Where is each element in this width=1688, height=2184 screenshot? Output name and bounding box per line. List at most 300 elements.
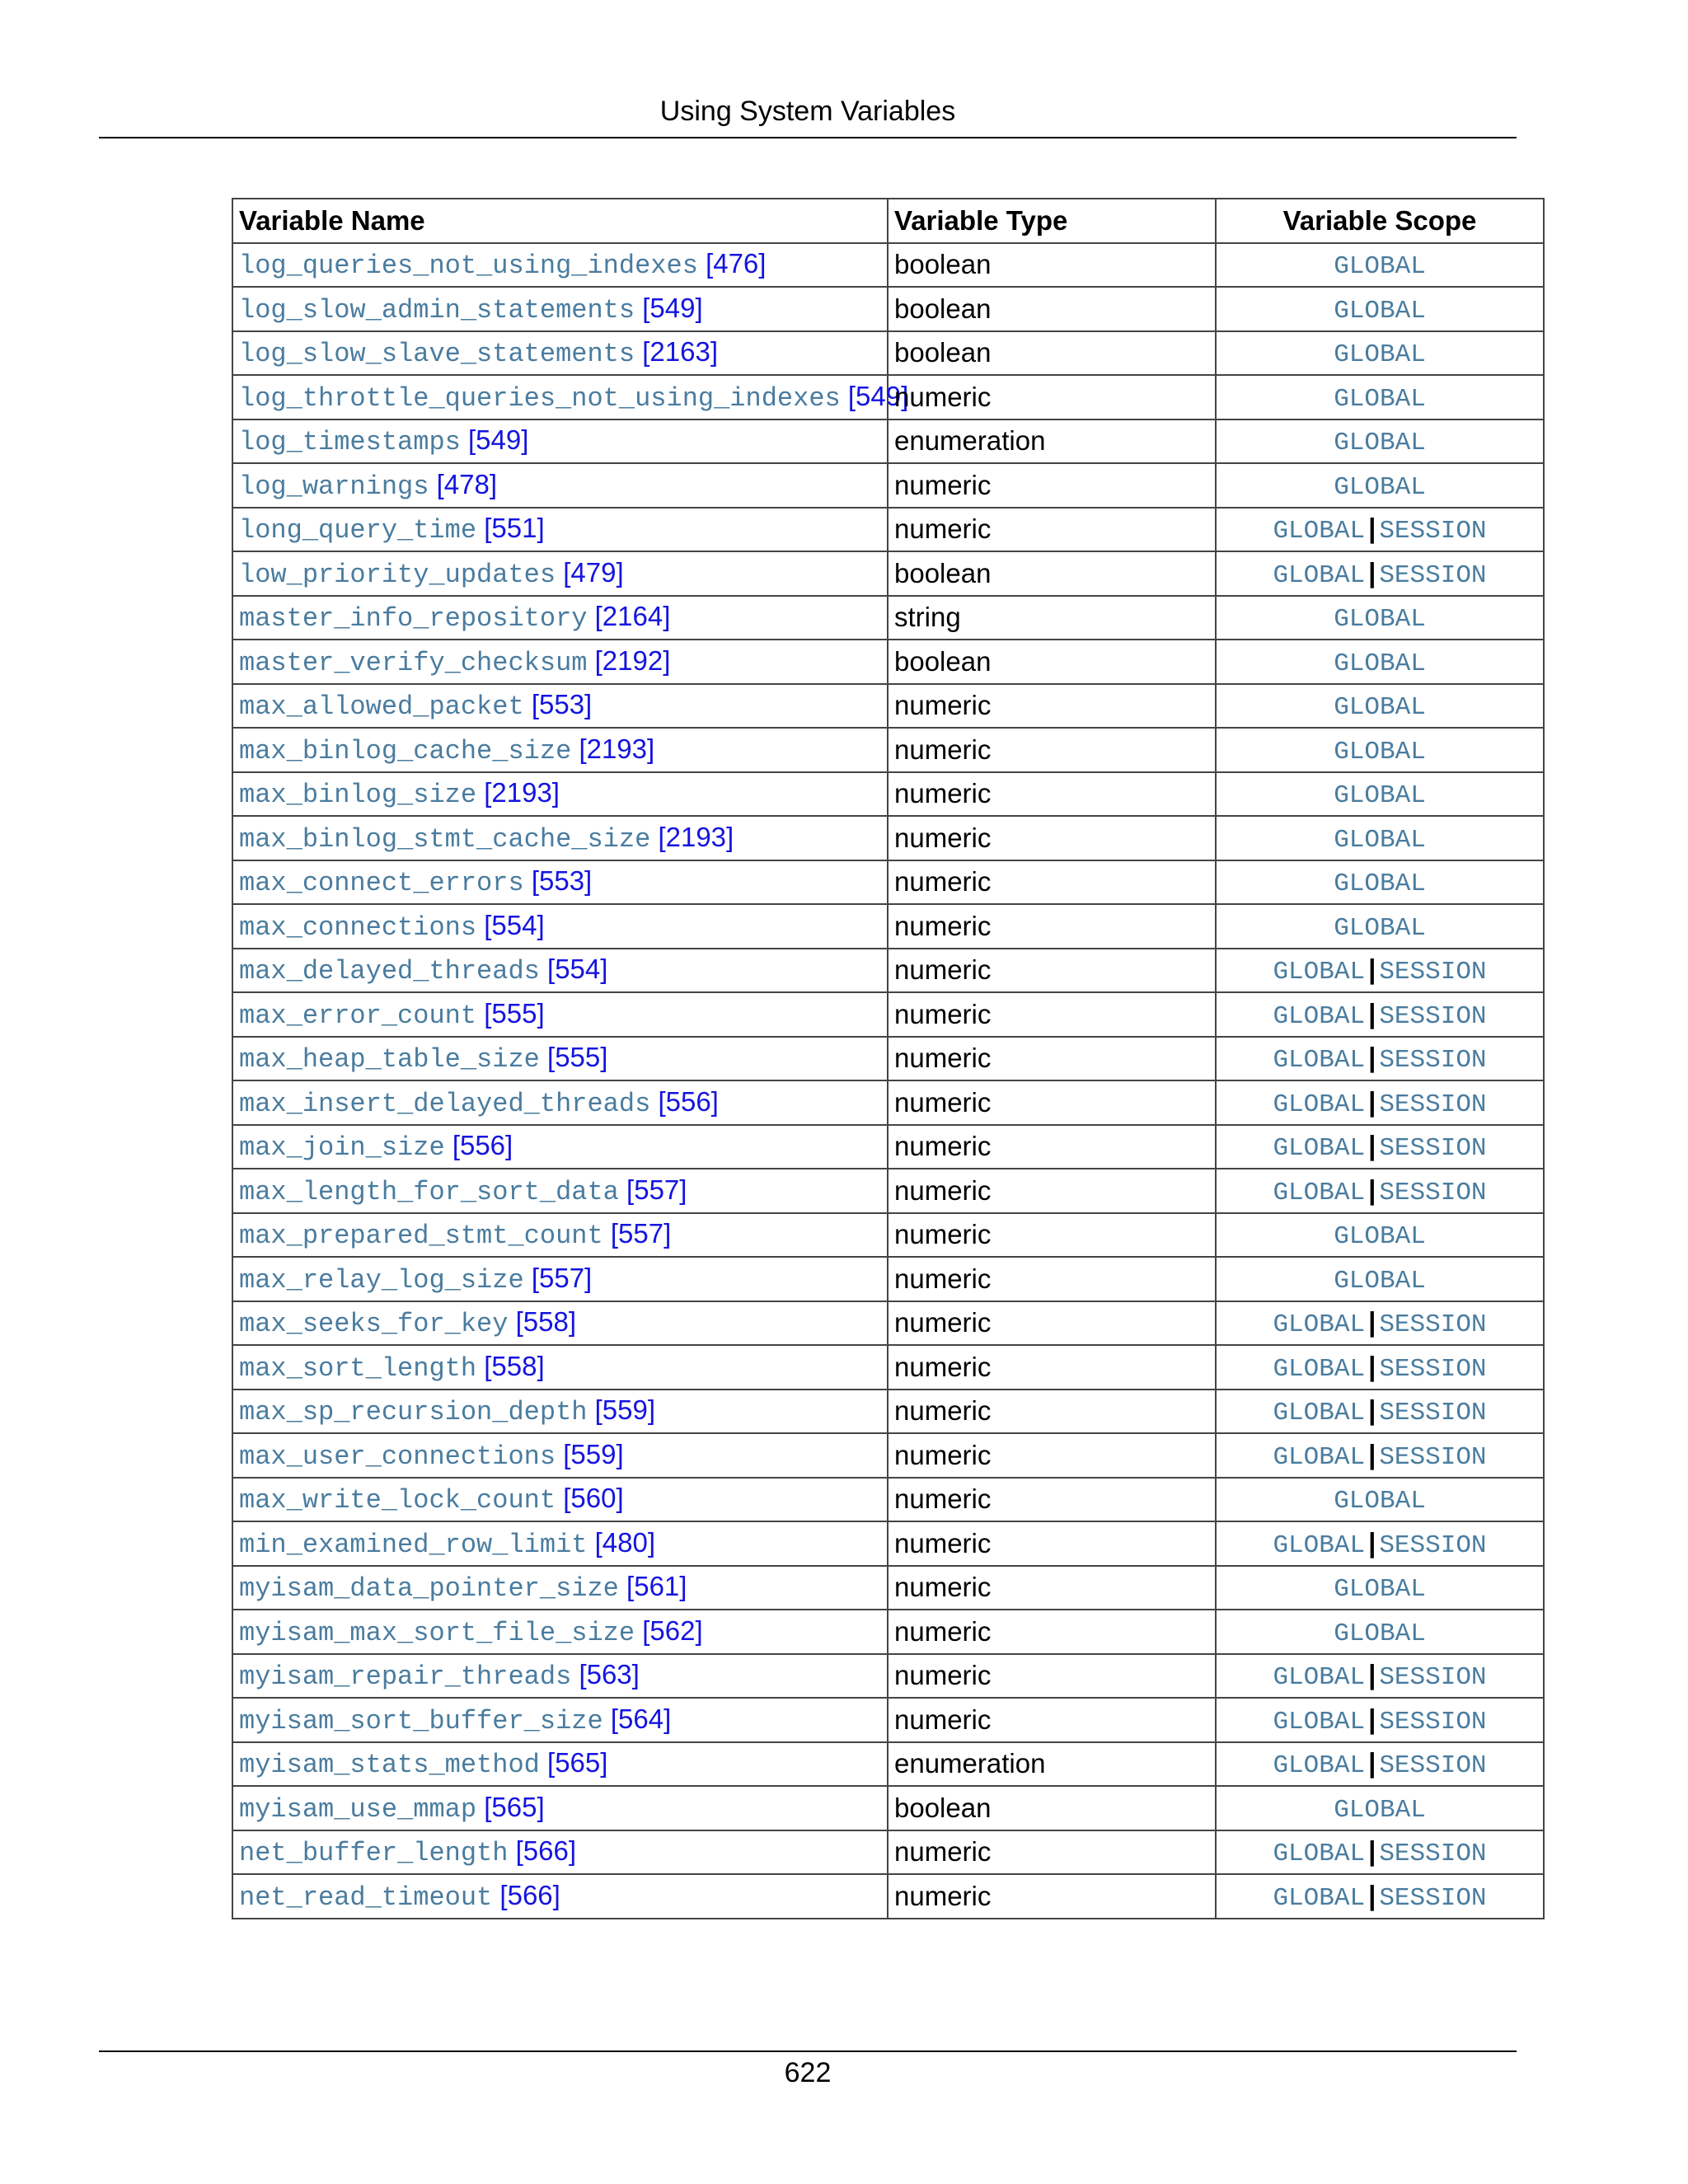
variable-type-cell: numeric <box>888 860 1216 905</box>
variable-name-cell <box>232 1257 888 1301</box>
variable-scope-cell <box>1216 1257 1544 1301</box>
page-reference-link[interactable]: [566] <box>499 1879 560 1910</box>
column-header-variable-scope: Variable Scope <box>1216 199 1544 243</box>
variable-name-link[interactable]: max_relay_log_size <box>239 1264 524 1296</box>
variable-scope-cell <box>1216 1742 1544 1787</box>
scope-value: GLOBAL <box>1273 1751 1366 1781</box>
variable-name-link[interactable]: max_seeks_for_key <box>239 1309 509 1340</box>
variable-scope-cell <box>1216 375 1544 419</box>
table-row <box>232 772 1544 817</box>
scope-separator: | <box>1368 1306 1376 1338</box>
table-row <box>232 551 1544 596</box>
variable-scope-cell <box>1216 816 1544 860</box>
variable-scope-cell <box>1216 1830 1544 1875</box>
variable-scope-cell <box>1216 1169 1544 1213</box>
variable-scope-cell <box>1216 331 1544 376</box>
scope-value: GLOBAL <box>1334 1222 1426 1252</box>
variable-scope-cell <box>1216 1566 1544 1610</box>
variable-name-link[interactable]: log_slow_slave_statements <box>239 339 635 370</box>
variable-name-cell <box>232 860 888 905</box>
variable-scope-cell <box>1216 1301 1544 1346</box>
variable-name-link[interactable]: max_join_size <box>239 1132 445 1164</box>
table-row <box>232 640 1544 684</box>
variable-name-link[interactable]: max_connections <box>239 912 477 943</box>
scope-value: GLOBAL <box>1273 1399 1366 1428</box>
variable-type-cell: numeric <box>888 1213 1216 1258</box>
scope-value: SESSION <box>1379 1178 1487 1207</box>
variable-name-cell <box>232 1080 888 1125</box>
variable-name-link[interactable]: log_throttle_queries_not_using_indexes <box>239 382 841 414</box>
variable-type-cell: numeric <box>888 684 1216 729</box>
table-row <box>232 1521 1544 1566</box>
variable-type-cell: numeric <box>888 1874 1216 1919</box>
variable-name-link[interactable]: myisam_max_sort_file_size <box>239 1617 635 1648</box>
variable-name-link[interactable]: myisam_sort_buffer_size <box>239 1705 603 1736</box>
page-reference-link[interactable]: [557] <box>531 1262 593 1293</box>
scope-value: SESSION <box>1379 1707 1487 1736</box>
table-row <box>232 375 1544 419</box>
scope-value: GLOBAL <box>1334 913 1426 943</box>
scope-value: SESSION <box>1379 1840 1487 1869</box>
variable-name-link[interactable]: log_timestamps <box>239 427 461 458</box>
scope-value: SESSION <box>1379 1354 1487 1384</box>
scope-separator: | <box>1368 1085 1376 1117</box>
page-reference-link[interactable]: [2193] <box>658 821 734 852</box>
variable-scope-cell <box>1216 551 1544 596</box>
variable-name-link[interactable]: max_binlog_size <box>239 780 477 811</box>
page-reference-link[interactable]: [554] <box>484 909 545 940</box>
scope-value: GLOBAL <box>1334 737 1426 766</box>
scope-value: SESSION <box>1379 1090 1487 1119</box>
scope-value: SESSION <box>1379 1442 1487 1472</box>
page-reference-link[interactable]: [480] <box>594 1526 656 1558</box>
scope-separator: | <box>1368 513 1376 544</box>
variable-name-cell <box>232 1478 888 1522</box>
variable-name-cell <box>232 331 888 376</box>
page-reference-link[interactable]: [2163] <box>642 336 718 368</box>
scope-value: SESSION <box>1379 1530 1487 1560</box>
table-row <box>232 1301 1544 1346</box>
variable-name-cell <box>232 949 888 993</box>
variable-name-cell <box>232 551 888 596</box>
table-row <box>232 1169 1544 1213</box>
variable-name-cell <box>232 508 888 552</box>
variable-name-link[interactable]: max_sp_recursion_depth <box>239 1397 588 1428</box>
table-row <box>232 463 1544 508</box>
table-row <box>232 331 1544 376</box>
variable-name-link[interactable]: max_heap_table_size <box>239 1044 540 1076</box>
page-reference-link[interactable]: [557] <box>626 1174 687 1205</box>
page-reference-link[interactable]: [560] <box>563 1483 624 1514</box>
variable-name-cell <box>232 1213 888 1258</box>
variable-type-cell: numeric <box>888 1698 1216 1742</box>
variable-name-link[interactable]: max_insert_delayed_threads <box>239 1088 651 1119</box>
variable-scope-cell <box>1216 419 1544 464</box>
page-reference-link[interactable]: [2164] <box>594 601 671 632</box>
scope-value: GLOBAL <box>1334 1795 1426 1825</box>
variable-scope-cell <box>1216 1610 1544 1654</box>
variable-name-cell <box>232 1742 888 1787</box>
scope-value: GLOBAL <box>1273 517 1366 546</box>
variable-name-cell <box>232 1786 888 1830</box>
scope-value: GLOBAL <box>1273 1310 1366 1340</box>
scope-value: GLOBAL <box>1334 429 1426 458</box>
variable-name-cell <box>232 1654 888 1699</box>
variable-name-link[interactable]: max_write_lock_count <box>239 1485 556 1516</box>
variable-type-cell: numeric <box>888 1610 1216 1654</box>
scope-value: GLOBAL <box>1273 1001 1366 1031</box>
scope-separator: | <box>1368 1042 1376 1073</box>
variable-scope-cell <box>1216 287 1544 331</box>
variable-type-cell: numeric <box>888 1125 1216 1169</box>
variable-name-cell <box>232 1037 888 1081</box>
scope-value: GLOBAL <box>1273 958 1366 987</box>
scope-value: GLOBAL <box>1273 1707 1366 1736</box>
variable-scope-cell <box>1216 1037 1544 1081</box>
scope-separator: | <box>1368 1747 1376 1779</box>
table-row <box>232 1125 1544 1169</box>
table-row <box>232 1257 1544 1301</box>
variable-scope-cell <box>1216 1080 1544 1125</box>
variable-type-cell: boolean <box>888 331 1216 376</box>
variable-type-cell: numeric <box>888 1345 1216 1390</box>
variable-scope-cell <box>1216 904 1544 949</box>
table-row <box>232 904 1544 949</box>
variable-type-cell: numeric <box>888 1566 1216 1610</box>
scope-value: GLOBAL <box>1334 340 1426 370</box>
variable-name-link[interactable]: max_length_for_sort_data <box>239 1176 619 1207</box>
variable-type-cell: numeric <box>888 1037 1216 1081</box>
page-reference-link[interactable]: [549] <box>642 292 703 323</box>
variable-name-link[interactable]: max_sort_length <box>239 1352 477 1384</box>
table-row <box>232 728 1544 772</box>
scope-value: SESSION <box>1379 1399 1487 1428</box>
scope-value: GLOBAL <box>1334 781 1426 811</box>
page-reference-link[interactable]: [553] <box>531 865 593 897</box>
table-row <box>232 596 1544 640</box>
table-row <box>232 1654 1544 1699</box>
variable-name-link[interactable]: myisam_use_mmap <box>239 1793 477 1825</box>
variable-scope-cell <box>1216 1786 1544 1830</box>
variable-name-link[interactable]: min_examined_row_limit <box>239 1529 588 1560</box>
table-row <box>232 1213 1544 1258</box>
variable-type-cell: numeric <box>888 1301 1216 1346</box>
variable-type-cell: numeric <box>888 1521 1216 1566</box>
variable-scope-cell <box>1216 1521 1544 1566</box>
scope-value: GLOBAL <box>1273 1354 1366 1384</box>
variable-name-cell <box>232 375 909 419</box>
variable-name-cell <box>232 1566 888 1610</box>
variable-name-link[interactable]: master_verify_checksum <box>239 647 588 678</box>
table-row <box>232 508 1544 552</box>
variable-name-link[interactable]: master_info_repository <box>239 603 588 635</box>
column-header-variable-name: Variable Name <box>232 199 888 243</box>
scope-value: GLOBAL <box>1273 560 1366 590</box>
variable-name-cell <box>232 243 888 288</box>
variable-scope-cell <box>1216 992 1544 1037</box>
variable-name-link[interactable]: max_prepared_stmt_count <box>239 1221 603 1252</box>
variable-type-cell: numeric <box>888 992 1216 1037</box>
variable-scope-cell <box>1216 463 1544 508</box>
page-header-title: Using System Variables <box>659 96 956 127</box>
table-row <box>232 1433 1544 1478</box>
column-header-variable-type: Variable Type <box>888 199 1216 243</box>
page-reference-link[interactable]: [556] <box>452 1130 513 1161</box>
variable-name-cell <box>232 684 888 729</box>
table-row <box>232 1874 1544 1919</box>
variable-name-link[interactable]: log_queries_not_using_indexes <box>239 251 698 282</box>
variable-name-link[interactable]: myisam_data_pointer_size <box>239 1573 619 1605</box>
variable-scope-cell <box>1216 508 1544 552</box>
page-reference-link[interactable]: [555] <box>547 1042 608 1073</box>
scope-value: GLOBAL <box>1273 1046 1366 1076</box>
scope-value: GLOBAL <box>1273 1663 1366 1693</box>
variable-type-cell: enumeration <box>888 1742 1216 1787</box>
scope-value: GLOBAL <box>1334 649 1426 678</box>
page-reference-link[interactable]: [556] <box>658 1085 719 1117</box>
page-number: 622 <box>784 2057 832 2088</box>
variable-name-link[interactable]: max_connect_errors <box>239 868 524 899</box>
table-row <box>232 816 1544 860</box>
variable-name-cell <box>232 1433 888 1478</box>
scope-separator: | <box>1368 1438 1376 1469</box>
variable-name-cell <box>232 1830 888 1875</box>
scope-value: GLOBAL <box>1273 1178 1366 1207</box>
page-reference-link[interactable]: [559] <box>563 1438 624 1469</box>
table-row <box>232 992 1544 1037</box>
variable-name-cell <box>232 640 888 684</box>
variable-scope-cell <box>1216 1345 1544 1390</box>
scope-separator: | <box>1368 1835 1376 1867</box>
variable-type-cell: numeric <box>888 904 1216 949</box>
page-reference-link[interactable]: [551] <box>484 513 545 544</box>
page-reference-link[interactable]: [565] <box>547 1747 608 1779</box>
variable-type-cell: boolean <box>888 551 1216 596</box>
scope-value: GLOBAL <box>1334 472 1426 502</box>
scope-value: GLOBAL <box>1334 1266 1426 1296</box>
variable-name-cell <box>232 772 888 817</box>
variable-name-cell <box>232 419 888 464</box>
scope-separator: | <box>1368 954 1376 985</box>
variable-scope-cell <box>1216 640 1544 684</box>
scope-value: SESSION <box>1379 958 1487 987</box>
variable-name-link[interactable]: log_slow_admin_statements <box>239 294 635 326</box>
page-reference-link[interactable]: [564] <box>610 1703 672 1734</box>
page-reference-link[interactable]: [478] <box>436 468 498 499</box>
variable-name-cell <box>232 992 888 1037</box>
variable-name-link[interactable]: net_buffer_length <box>239 1838 509 1869</box>
table-row <box>232 860 1544 905</box>
variable-type-cell: numeric <box>888 1390 1216 1434</box>
variable-name-cell <box>232 1301 888 1346</box>
variable-type-cell: numeric <box>888 1654 1216 1699</box>
variable-name-link[interactable]: max_error_count <box>239 1000 477 1031</box>
page-reference-link[interactable]: [553] <box>531 689 593 720</box>
variable-type-cell: numeric <box>888 1080 1216 1125</box>
variable-scope-cell <box>1216 243 1544 288</box>
table-row <box>232 684 1544 729</box>
variable-type-cell: numeric <box>888 508 1216 552</box>
page-reference-link[interactable]: [566] <box>515 1835 577 1867</box>
scope-separator: | <box>1368 1174 1376 1205</box>
page-reference-link[interactable]: [558] <box>515 1306 577 1338</box>
scope-value: SESSION <box>1379 560 1487 590</box>
variable-name-link[interactable]: max_binlog_cache_size <box>239 735 572 766</box>
scope-value: GLOBAL <box>1334 605 1426 635</box>
table-row <box>232 1478 1544 1522</box>
scope-value: GLOBAL <box>1273 1090 1366 1119</box>
variable-scope-cell <box>1216 1125 1544 1169</box>
scope-value: GLOBAL <box>1273 1530 1366 1560</box>
variable-type-cell: numeric <box>888 1830 1216 1875</box>
page-reference-link[interactable]: [554] <box>547 954 608 985</box>
variable-name-link[interactable]: log_warnings <box>239 471 429 502</box>
footer-divider <box>99 2050 1517 2052</box>
scope-value: GLOBAL <box>1334 1619 1426 1648</box>
variable-name-cell <box>232 1390 888 1434</box>
scope-separator: | <box>1368 1879 1376 1910</box>
scope-value: GLOBAL <box>1273 1442 1366 1472</box>
scope-value: SESSION <box>1379 1751 1487 1781</box>
scope-separator: | <box>1368 1659 1376 1690</box>
variable-type-cell: numeric <box>888 816 1216 860</box>
scope-value: GLOBAL <box>1334 384 1426 414</box>
table-row <box>232 1080 1544 1125</box>
variable-name-link[interactable]: myisam_stats_method <box>239 1750 540 1781</box>
variable-name-cell <box>232 596 888 640</box>
page-reference-link[interactable]: [555] <box>484 997 545 1029</box>
variable-name-link[interactable]: max_user_connections <box>239 1441 556 1472</box>
variable-scope-cell <box>1216 1654 1544 1699</box>
variable-type-cell: numeric <box>888 1169 1216 1213</box>
variable-name-link[interactable]: max_allowed_packet <box>239 691 524 723</box>
scope-value: GLOBAL <box>1273 1840 1366 1869</box>
variable-name-link[interactable]: max_binlog_stmt_cache_size <box>239 823 651 855</box>
table-body <box>232 243 1544 1919</box>
page-reference-link[interactable]: [549] <box>847 380 909 411</box>
variable-scope-cell <box>1216 684 1544 729</box>
variable-name-cell <box>232 1698 888 1742</box>
variable-scope-cell <box>1216 596 1544 640</box>
table-row <box>232 1390 1544 1434</box>
variable-name-link[interactable]: myisam_repair_threads <box>239 1661 572 1693</box>
variable-name-link[interactable]: net_read_timeout <box>239 1882 493 1913</box>
scope-value: SESSION <box>1379 517 1487 546</box>
scope-value: SESSION <box>1379 1134 1487 1164</box>
scope-value: GLOBAL <box>1273 1883 1366 1913</box>
page-reference-link[interactable]: [476] <box>706 248 767 279</box>
variable-name-cell <box>232 1521 888 1566</box>
table-row <box>232 1742 1544 1787</box>
variable-scope-cell <box>1216 1213 1544 1258</box>
table-row <box>232 1345 1544 1390</box>
variable-scope-cell <box>1216 1874 1544 1919</box>
page-reference-link[interactable]: [557] <box>610 1218 672 1249</box>
variable-name-link[interactable]: low_priority_updates <box>239 559 556 590</box>
variable-scope-cell <box>1216 860 1544 905</box>
page-reference-link[interactable]: [565] <box>484 1791 545 1822</box>
page-reference-link[interactable]: [563] <box>579 1659 640 1690</box>
variable-name-cell <box>232 463 888 508</box>
variable-name-cell <box>232 287 888 331</box>
variable-scope-cell <box>1216 1433 1544 1478</box>
variable-type-cell: string <box>888 596 1216 640</box>
scope-separator: | <box>1368 1350 1376 1381</box>
variable-scope-cell <box>1216 772 1544 817</box>
variable-type-cell: boolean <box>888 1786 1216 1830</box>
page-reference-link[interactable]: [559] <box>594 1394 656 1426</box>
page-reference-link[interactable]: [2193] <box>579 733 655 764</box>
page-reference-link[interactable]: [479] <box>563 556 624 588</box>
page-reference-link[interactable]: [549] <box>468 424 529 456</box>
scope-value: SESSION <box>1379 1663 1487 1693</box>
scope-separator: | <box>1368 997 1376 1029</box>
variable-scope-cell <box>1216 1478 1544 1522</box>
variable-scope-cell <box>1216 1390 1544 1434</box>
scope-separator: | <box>1368 1703 1376 1734</box>
page-reference-link[interactable]: [562] <box>642 1615 703 1646</box>
scope-value: GLOBAL <box>1334 1575 1426 1605</box>
variable-type-cell: numeric <box>888 1478 1216 1522</box>
variable-type-cell: numeric <box>888 375 1216 419</box>
variable-type-cell: numeric <box>888 728 1216 772</box>
header-divider <box>99 137 1517 138</box>
scope-value: GLOBAL <box>1334 296 1426 326</box>
variable-type-cell: enumeration <box>888 419 1216 464</box>
scope-value: SESSION <box>1379 1046 1487 1076</box>
system-variables-table <box>232 198 1545 1919</box>
variable-scope-cell <box>1216 1698 1544 1742</box>
variable-scope-cell <box>1216 949 1544 993</box>
variable-type-cell: numeric <box>888 1433 1216 1478</box>
scope-value: GLOBAL <box>1273 1134 1366 1164</box>
scope-separator: | <box>1368 1526 1376 1558</box>
scope-separator: | <box>1368 556 1376 588</box>
variable-name-link[interactable]: long_query_time <box>239 515 477 546</box>
scope-value: GLOBAL <box>1334 252 1426 282</box>
variable-type-cell: numeric <box>888 463 1216 508</box>
variable-name-cell <box>232 1125 888 1169</box>
variable-name-cell <box>232 1169 888 1213</box>
table-row <box>232 1786 1544 1830</box>
table-header-row <box>232 199 1544 243</box>
table-row <box>232 287 1544 331</box>
page-reference-link[interactable]: [561] <box>626 1571 687 1602</box>
variable-type-cell: boolean <box>888 640 1216 684</box>
page-reference-link[interactable]: [558] <box>484 1350 545 1381</box>
table-row <box>232 1566 1544 1610</box>
page-reference-link[interactable]: [2193] <box>484 777 560 808</box>
table-row <box>232 1037 1544 1081</box>
variable-name-cell <box>232 816 888 860</box>
variable-type-cell: numeric <box>888 949 1216 993</box>
scope-separator: | <box>1368 1130 1376 1161</box>
scope-value: SESSION <box>1379 1883 1487 1913</box>
scope-value: SESSION <box>1379 1001 1487 1031</box>
table-row <box>232 1610 1544 1654</box>
table-row <box>232 1698 1544 1742</box>
table-row <box>232 419 1544 464</box>
scope-separator: | <box>1368 1394 1376 1426</box>
variable-type-cell: boolean <box>888 243 1216 288</box>
variable-scope-cell <box>1216 728 1544 772</box>
variable-type-cell: boolean <box>888 287 1216 331</box>
scope-value: GLOBAL <box>1334 693 1426 723</box>
variable-name-cell <box>232 1610 888 1654</box>
variable-name-link[interactable]: max_delayed_threads <box>239 956 540 987</box>
variable-name-cell <box>232 904 888 949</box>
page-reference-link[interactable]: [2192] <box>594 644 671 676</box>
